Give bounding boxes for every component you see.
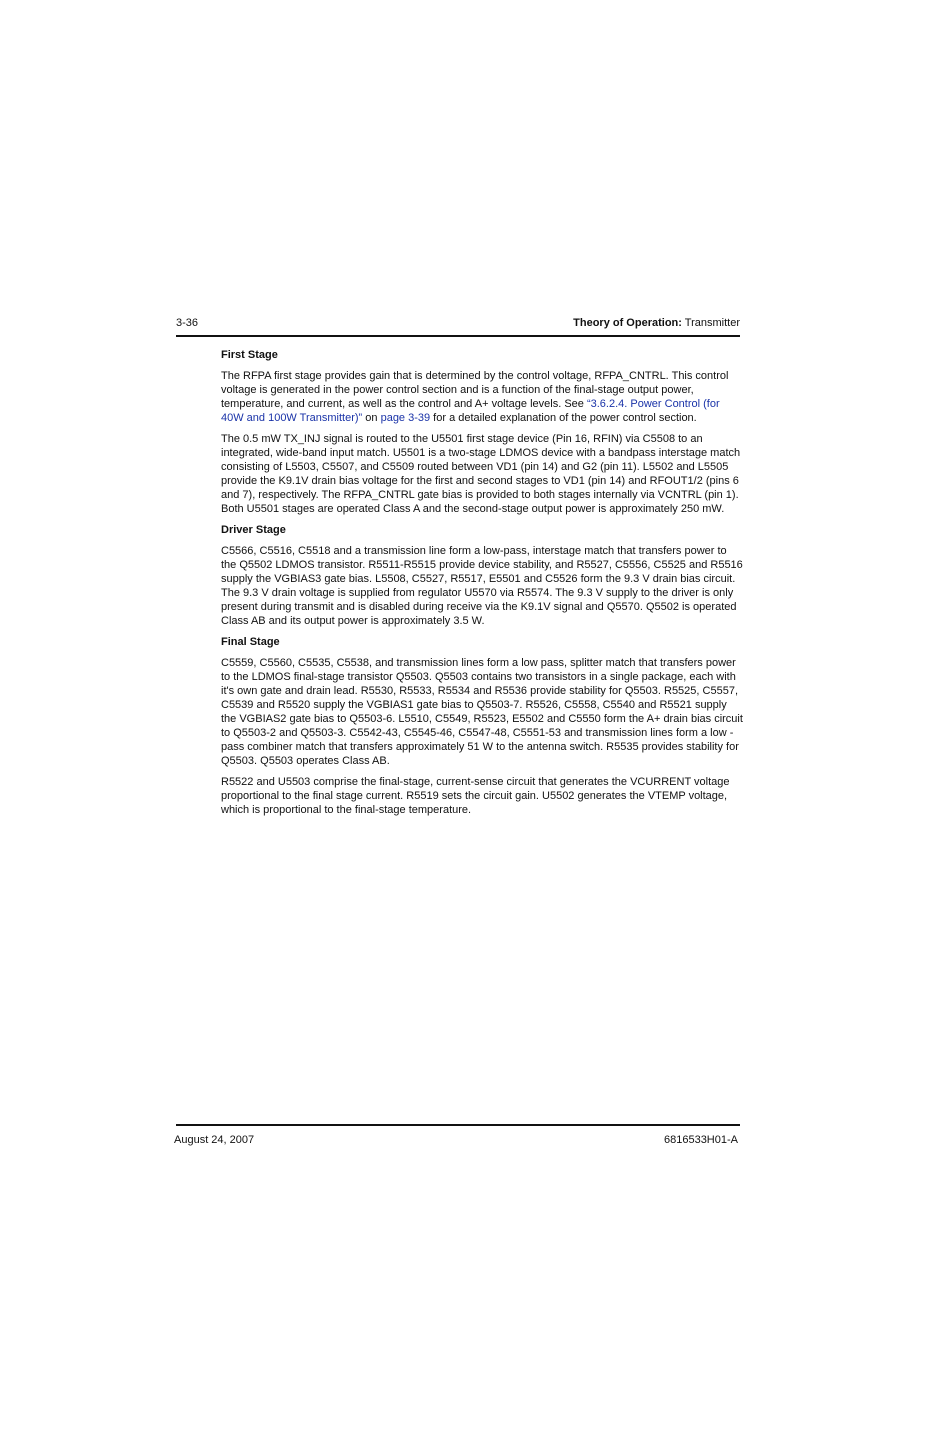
power-control-section-link[interactable]: “3.6.2.4. Power Control (for 40W and 100W Transmitter)” [221,398,720,424]
running-title-section: Theory of Operation: [573,317,682,329]
first-stage-p1-text-a: The RFPA first stage provides gain that is determined by the control voltage, RFPA_CNTRL. This control voltage is generated in the power control section and is a function of the final-stage output power, temperature, and current, as well as the control and A+ voltage levels. See [221,370,729,410]
header-rule [176,335,740,337]
page-header [176,316,740,330]
first-stage-heading: First Stage [221,349,278,361]
first-stage-paragraph-2: The 0.5 mW TX_INJ signal is routed to the U5501 first stage device (Pin 16, RFIN) via C5508 to an integrated, wide-band input match. U5501 is a two-stage LDMOS device with a bandpass interstage match consisting of L5503, C5507, and C5509 routed between VD1 (pin 14) and G2 (pin 11). L5502 and L5505 provide the K9.1V drain bias voltage for the first and second stages to VD1 (pin 14) and RFOUT1/2 (pins 6 and 7), respectively. The RFPA_CNTRL gate bias is provided to both stages internally via VCNTRL (pin 1). Both U5501 stages are operated Class A and the second-stage output power is approximately 250 mW. [221,433,741,515]
footer-rule [176,1124,740,1126]
footer-document-number: 6816533H01-A [663,1134,738,1146]
final-stage-paragraph-1: C5559, C5560, C5535, C5538, and transmission lines form a low pass, splitter match that transfers power to the LDMOS final-stage transistor Q5503. Q5503 contains two transistors in a single package, each with it's own gate and drain lead. R5530, R5533, R5534 and R5536 provide stability for Q5503. R5525, C5557, C5539 and R5520 supply the VGBIAS1 gate bias to Q5503-7. R5526, C5558, C5540 and R5521 supply the VGBIAS2 gate bias to Q5503-6. L5510, C5549, R5523, E5502 and C5550 form the A+ drain bias circuit to Q5503-2 and Q5503-3. C5542-43, C5545-46, C5547-48, C5551-53 and transmission lines form a low -pass combiner match that transfers approximately 51 W to the antenna switch. R5535 provides stability for Q5503. Q5503 operates Class AB. [221,657,743,767]
page-body [221,348,743,824]
first-stage-p1-text-b: on [362,412,381,424]
final-stage-heading: Final Stage [221,636,280,648]
first-stage-paragraph-1 [221,369,743,425]
driver-stage-paragraph-1: C5566, C5516, C5518 and a transmission line form a low-pass, interstage match that transfers power to the Q5502 LDMOS transistor. R5511-R5515 provide device stability, and R5527, C5556, C5525 and R5516 supply the VGBIAS3 gate bias. L5508, C5527, R5517, E5501 and C5526 form the 9.3 V drain bias circuit. The 9.3 V drain voltage is supplied from regulator U5570 via R5574. The 9.3 V supply to the driver is only present during transmit and is disabled during receive via the K9.1V signal and Q5570. Q5502 is operated Class AB and its output power is approximately 3.5 W. [221,545,743,627]
final-stage-paragraph-2: R5522 and U5503 comprise the final-stage, current-sense circuit that generates the VCURRENT voltage proportional to the final stage current. R5519 sets the circuit gain. U5502 generates the VTEMP voltage, which is proportional to the final-stage temperature. [221,776,730,816]
running-title-subsection: Transmitter [681,317,740,329]
running-title [573,316,740,330]
driver-stage-heading: Driver Stage [221,524,286,536]
first-stage-p1-text-c: for a detailed explanation of the power control section. [430,412,697,424]
page-3-39-link[interactable]: page 3-39 [380,412,431,424]
footer-date: August 24, 2007 [174,1134,255,1146]
page-number: 3-36 [176,317,199,329]
page-footer [174,1133,738,1147]
